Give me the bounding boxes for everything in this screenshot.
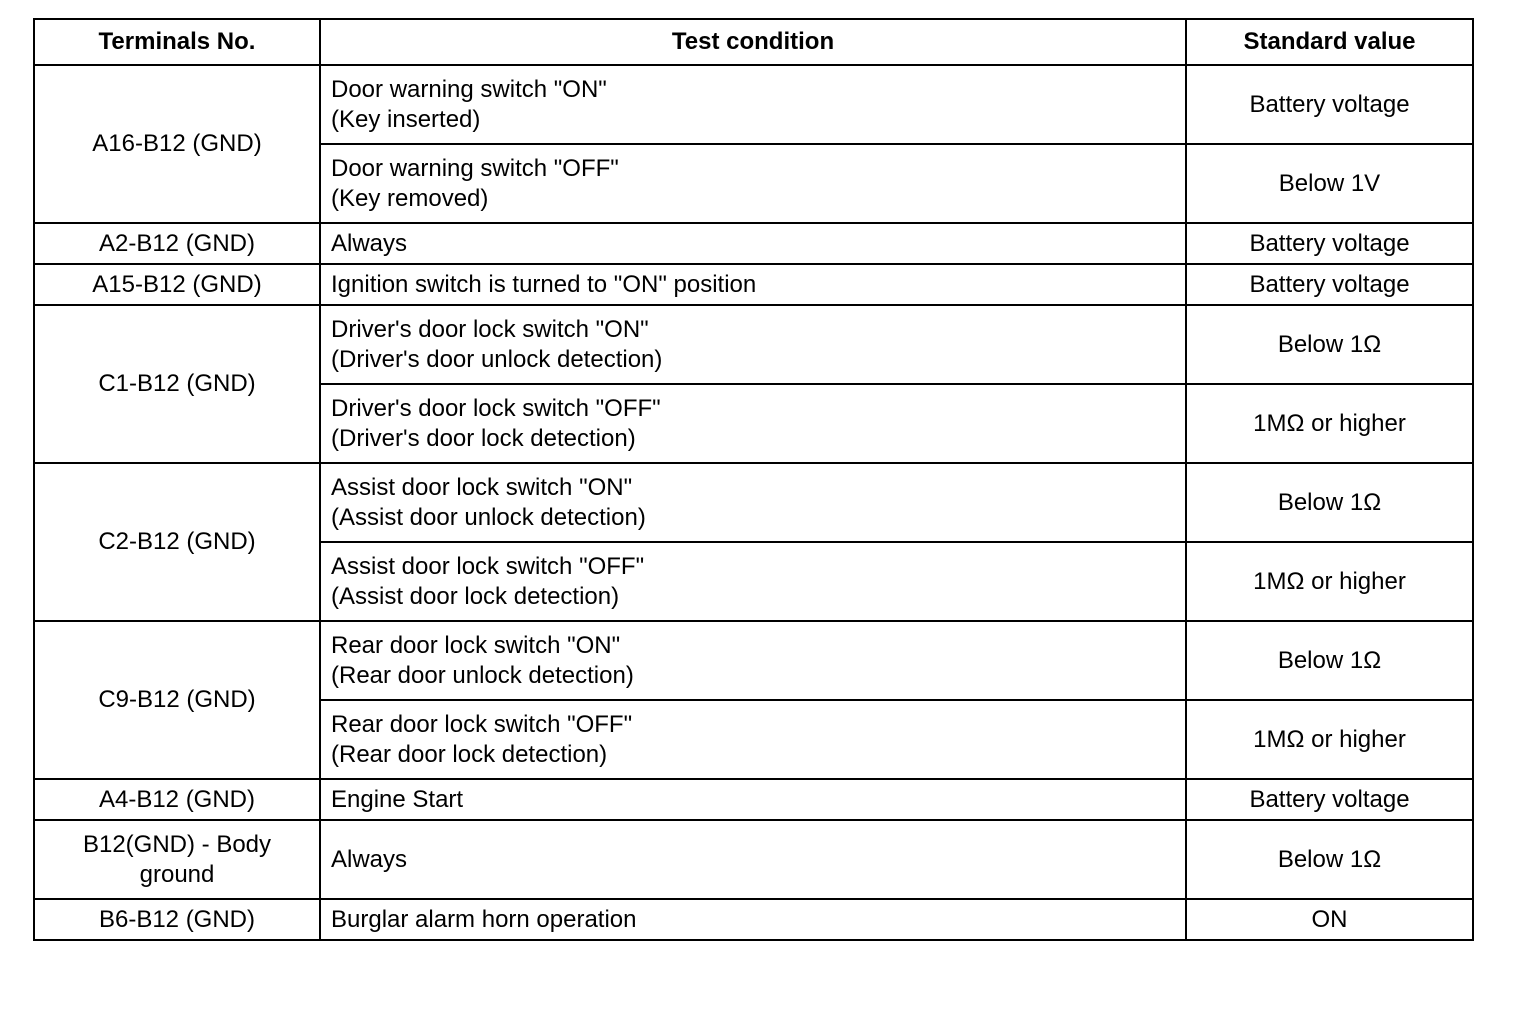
value-cell: Below 1V bbox=[1186, 144, 1473, 223]
value-cell: 1MΩ or higher bbox=[1186, 700, 1473, 779]
terminal-line: B12(GND) - Body bbox=[82, 830, 272, 858]
condition-cell bbox=[320, 621, 1186, 700]
table-row bbox=[34, 463, 1473, 542]
condition-cell bbox=[320, 305, 1186, 384]
header-test-condition: Test condition bbox=[320, 19, 1186, 65]
value-cell: Below 1Ω bbox=[1186, 305, 1473, 384]
value-cell: Below 1Ω bbox=[1186, 463, 1473, 542]
value-cell: 1MΩ or higher bbox=[1186, 542, 1473, 621]
condition-line: (Assist door unlock detection) bbox=[331, 503, 646, 531]
terminal-cell: B6-B12 (GND) bbox=[34, 899, 320, 940]
condition-line: (Key removed) bbox=[331, 184, 489, 212]
value-cell: 1MΩ or higher bbox=[1186, 384, 1473, 463]
terminal-cell: A2-B12 (GND) bbox=[34, 223, 320, 264]
table-row bbox=[34, 305, 1473, 384]
value-cell: Battery voltage bbox=[1186, 779, 1473, 820]
terminal-cell: A15-B12 (GND) bbox=[34, 264, 320, 305]
condition-line: Driver's door lock switch "OFF" bbox=[331, 394, 661, 422]
header-row bbox=[34, 19, 1473, 65]
condition-line: Door warning switch "OFF" bbox=[331, 154, 619, 182]
table-row bbox=[34, 899, 1473, 940]
value-cell: Below 1Ω bbox=[1186, 621, 1473, 700]
condition-line: Rear door lock switch "OFF" bbox=[331, 710, 633, 738]
condition-cell: Ignition switch is turned to "ON" position bbox=[320, 264, 1186, 305]
table-row bbox=[34, 65, 1473, 144]
terminal-cell bbox=[34, 820, 320, 899]
condition-cell bbox=[320, 700, 1186, 779]
condition-line: (Key inserted) bbox=[331, 105, 481, 133]
table-row bbox=[34, 621, 1473, 700]
condition-cell bbox=[320, 463, 1186, 542]
condition-line: (Assist door lock detection) bbox=[331, 582, 620, 610]
terminal-cell: C2-B12 (GND) bbox=[34, 463, 320, 621]
condition-line: Assist door lock switch "ON" bbox=[331, 473, 633, 501]
terminal-test-table bbox=[33, 18, 1474, 941]
table-row bbox=[34, 820, 1473, 899]
condition-cell: Engine Start bbox=[320, 779, 1186, 820]
table-row bbox=[34, 264, 1473, 305]
condition-cell bbox=[320, 384, 1186, 463]
terminal-cell: A16-B12 (GND) bbox=[34, 65, 320, 223]
condition-cell bbox=[320, 144, 1186, 223]
terminal-line: ground bbox=[139, 860, 215, 888]
condition-cell: Always bbox=[320, 223, 1186, 264]
table-row bbox=[34, 779, 1473, 820]
value-cell: ON bbox=[1186, 899, 1473, 940]
table-row bbox=[34, 223, 1473, 264]
header-terminals: Terminals No. bbox=[34, 19, 320, 65]
condition-line: (Rear door lock detection) bbox=[331, 740, 608, 768]
header-standard-value: Standard value bbox=[1186, 19, 1473, 65]
value-cell: Battery voltage bbox=[1186, 65, 1473, 144]
condition-line: Assist door lock switch "OFF" bbox=[331, 552, 645, 580]
terminal-cell: C1-B12 (GND) bbox=[34, 305, 320, 463]
terminal-cell: C9-B12 (GND) bbox=[34, 621, 320, 779]
value-cell: Battery voltage bbox=[1186, 264, 1473, 305]
condition-cell: Burglar alarm horn operation bbox=[320, 899, 1186, 940]
condition-line: Driver's door lock switch "ON" bbox=[331, 315, 649, 343]
value-cell: Below 1Ω bbox=[1186, 820, 1473, 899]
condition-line: Rear door lock switch "ON" bbox=[331, 631, 621, 659]
condition-cell bbox=[320, 65, 1186, 144]
terminal-cell: A4-B12 (GND) bbox=[34, 779, 320, 820]
condition-line: (Driver's door lock detection) bbox=[331, 424, 636, 452]
condition-cell bbox=[320, 542, 1186, 621]
condition-line: Door warning switch "ON" bbox=[331, 75, 607, 103]
condition-cell: Always bbox=[320, 820, 1186, 899]
condition-line: (Rear door unlock detection) bbox=[331, 661, 634, 689]
value-cell: Battery voltage bbox=[1186, 223, 1473, 264]
condition-line: (Driver's door unlock detection) bbox=[331, 345, 663, 373]
